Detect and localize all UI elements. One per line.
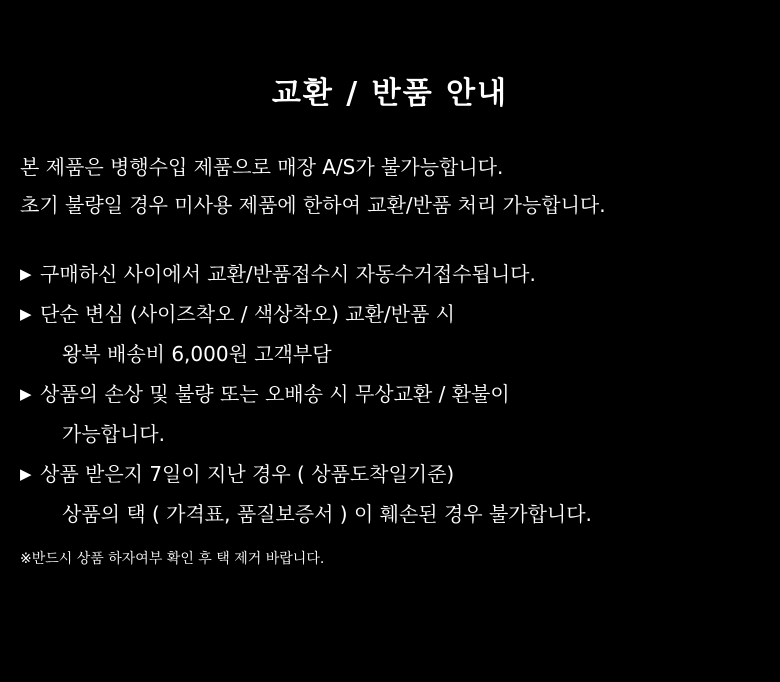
list-item-sub-label: 가능합니다. bbox=[62, 422, 165, 446]
list-item bbox=[20, 454, 760, 494]
list-item-label: 단순 변심 (사이즈착오 / 색상착오) 교환/반품 시 bbox=[40, 302, 455, 326]
list-item bbox=[20, 254, 760, 294]
list-item-label: 상품 받은지 7일이 지난 경우 ( 상품도착일기준) bbox=[40, 462, 455, 486]
list-item-label: 구매하신 사이에서 교환/반품접수시 자동수거접수됩니다. bbox=[40, 262, 536, 286]
list-item-sub-label: 왕복 배송비 6,000원 고객부담 bbox=[62, 342, 332, 366]
triangle-right-icon: ▶ bbox=[20, 265, 32, 283]
page-title: 교환 / 반품 안내 bbox=[271, 76, 509, 111]
list-item-sub-label: 상품의 택 ( 가격표, 품질보증서 ) 이 훼손된 경우 불가합니다. bbox=[62, 502, 592, 526]
list-item bbox=[20, 374, 760, 414]
intro-line-1: 본 제품은 병행수입 제품으로 매장 A/S가 불가능합니다. bbox=[20, 155, 504, 179]
triangle-right-icon: ▶ bbox=[20, 465, 32, 483]
triangle-right-icon: ▶ bbox=[20, 305, 32, 323]
triangle-right-icon: ▶ bbox=[20, 385, 32, 403]
list-item bbox=[20, 294, 760, 334]
intro-line-2: 초기 불량일 경우 미사용 제품에 한하여 교환/반품 처리 가능합니다. bbox=[20, 193, 606, 217]
bullet-list bbox=[0, 224, 780, 534]
list-item-label: 상품의 손상 및 불량 또는 오배송 시 무상교환 / 환불이 bbox=[40, 382, 510, 406]
intro-block bbox=[0, 112, 780, 224]
footnote: ※반드시 상품 하자여부 확인 후 택 제거 바랍니다. bbox=[20, 551, 325, 567]
